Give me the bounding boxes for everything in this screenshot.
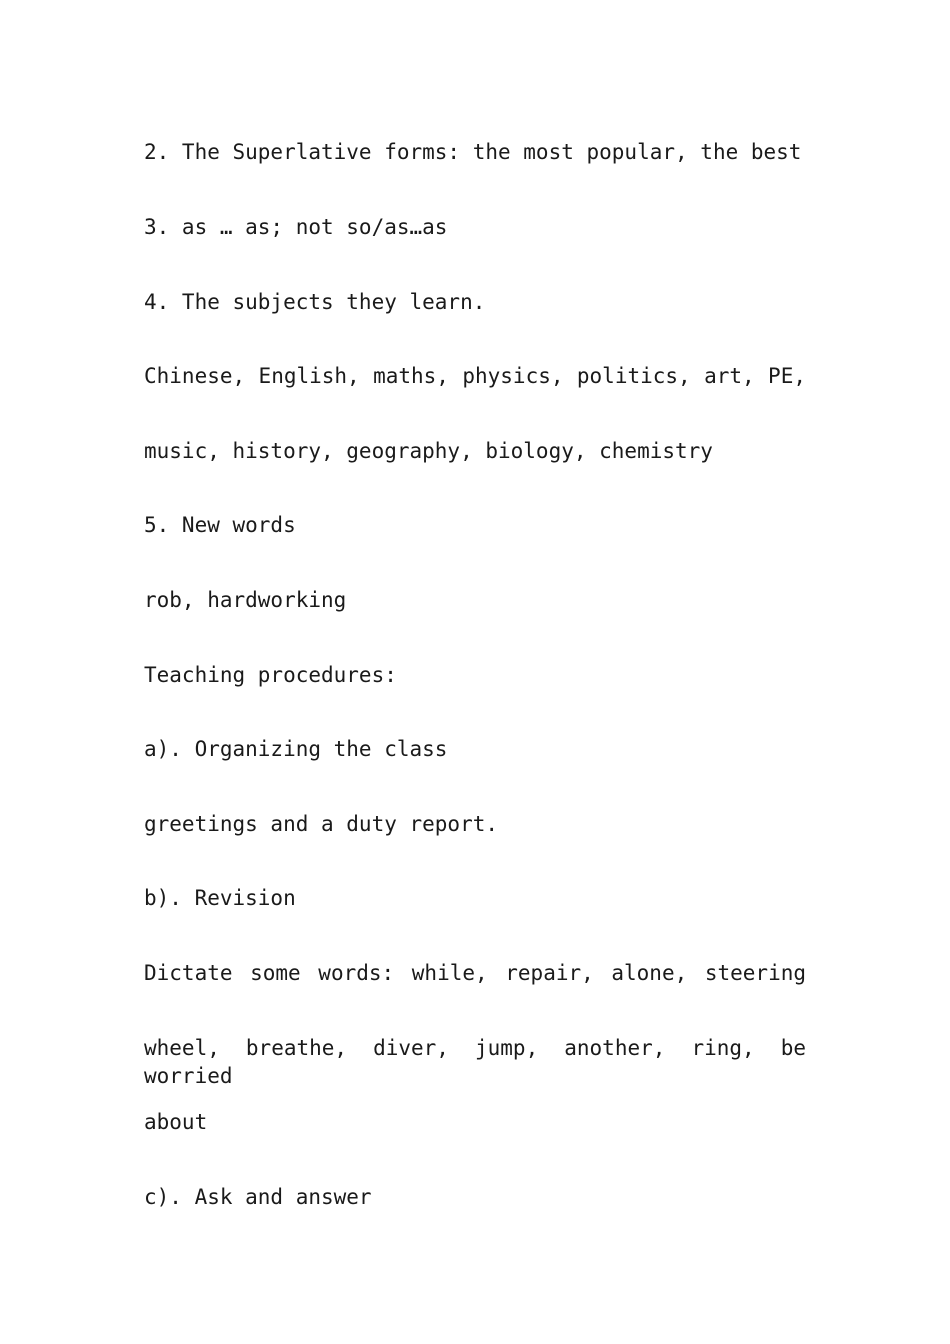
new-words-list: rob, hardworking: [144, 588, 347, 612]
step-a-text: greetings and a duty report.: [144, 812, 499, 836]
step-c-heading: c). Ask and answer: [144, 1185, 372, 1209]
step-a-heading: a). Organizing the class: [144, 737, 448, 761]
dictation-line-2: wheel, breathe, diver, jump, another, ring, be worried: [144, 1036, 806, 1088]
step-b-heading: b). Revision: [144, 886, 296, 910]
dictation-line-3: about: [144, 1110, 208, 1134]
teaching-procedures-heading: Teaching procedures:: [144, 663, 397, 687]
item-as-as: 3. as … as; not so/as…as: [144, 215, 448, 239]
dictation-line-1: Dictate some words: while, repair, alone, steering: [144, 961, 806, 985]
item-new-words-heading: 5. New words: [144, 513, 296, 537]
subjects-list-line-2: music, history, geography, biology, chemistry: [144, 439, 713, 463]
item-subjects-heading: 4. The subjects they learn.: [144, 290, 486, 314]
subjects-list-line-1: Chinese, English, maths, physics, politics, art, PE,: [144, 364, 806, 388]
item-superlative-forms: 2. The Superlative forms: the most popular, the best: [144, 140, 802, 164]
